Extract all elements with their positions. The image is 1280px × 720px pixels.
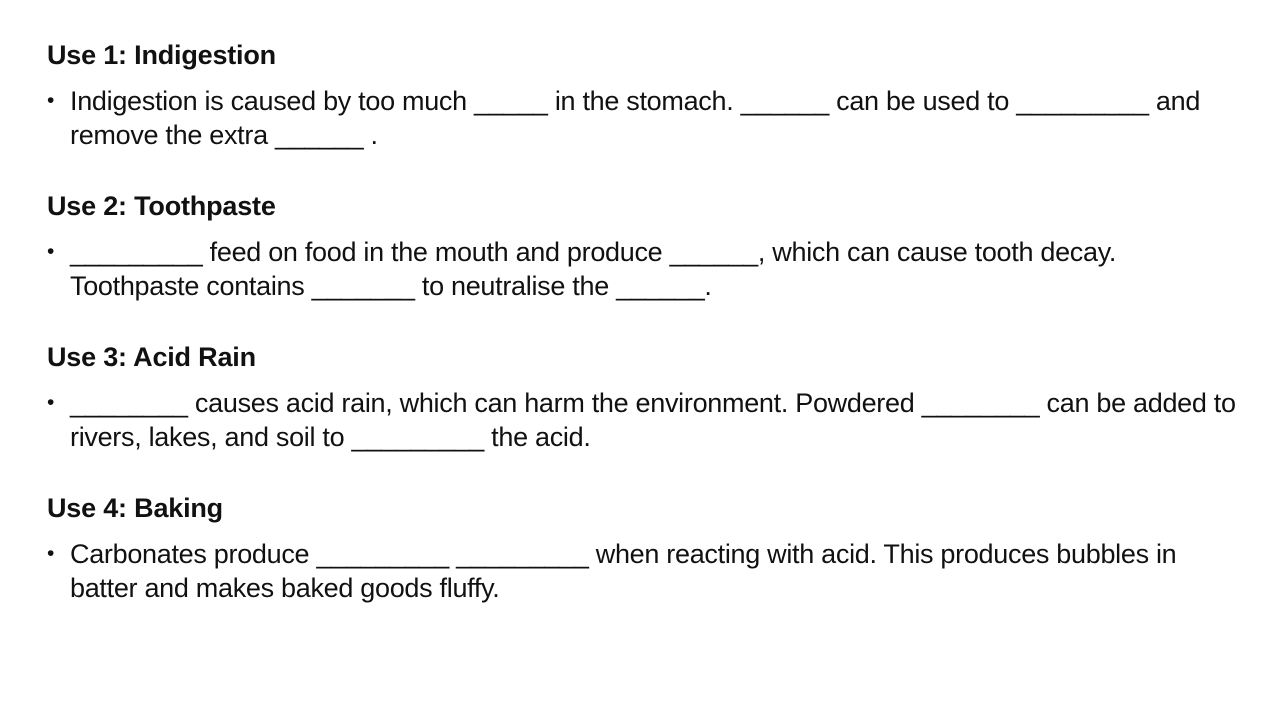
bullet-item xyxy=(47,84,1247,152)
section-acid-rain xyxy=(47,338,1247,454)
bullet-text: Indigestion is caused by too much _____ in the stomach. ______ can be used to _________ and remove the extra ______ . xyxy=(70,86,1208,150)
section-heading: Use 2: Toothpaste xyxy=(47,191,276,221)
bullet-icon: • xyxy=(47,89,55,112)
slide-content xyxy=(47,36,1247,605)
section-baking xyxy=(47,489,1247,605)
section-heading: Use 4: Baking xyxy=(47,493,223,523)
section-toothpaste xyxy=(47,187,1247,303)
bullet-icon: • xyxy=(47,542,55,565)
bullet-item xyxy=(47,386,1247,454)
section-heading: Use 3: Acid Rain xyxy=(47,342,256,372)
bullet-icon: • xyxy=(47,391,55,414)
bullet-text: _________ feed on food in the mouth and produce ______, which can cause tooth decay. Toothpaste contains _______ to neutralise the ______. xyxy=(70,237,1123,301)
bullet-text: Carbonates produce _________ _________ when reacting with acid. This produces bubbles in batter and makes baked goods fluffy. xyxy=(70,539,1184,603)
bullet-item xyxy=(47,537,1247,605)
bullet-icon: • xyxy=(47,240,55,263)
bullet-item xyxy=(47,235,1247,303)
section-indigestion xyxy=(47,36,1247,152)
section-heading: Use 1: Indigestion xyxy=(47,40,276,70)
bullet-text: ________ causes acid rain, which can harm the environment. Powdered ________ can be added to rivers, lakes, and soil to _________ the acid. xyxy=(70,388,1243,452)
